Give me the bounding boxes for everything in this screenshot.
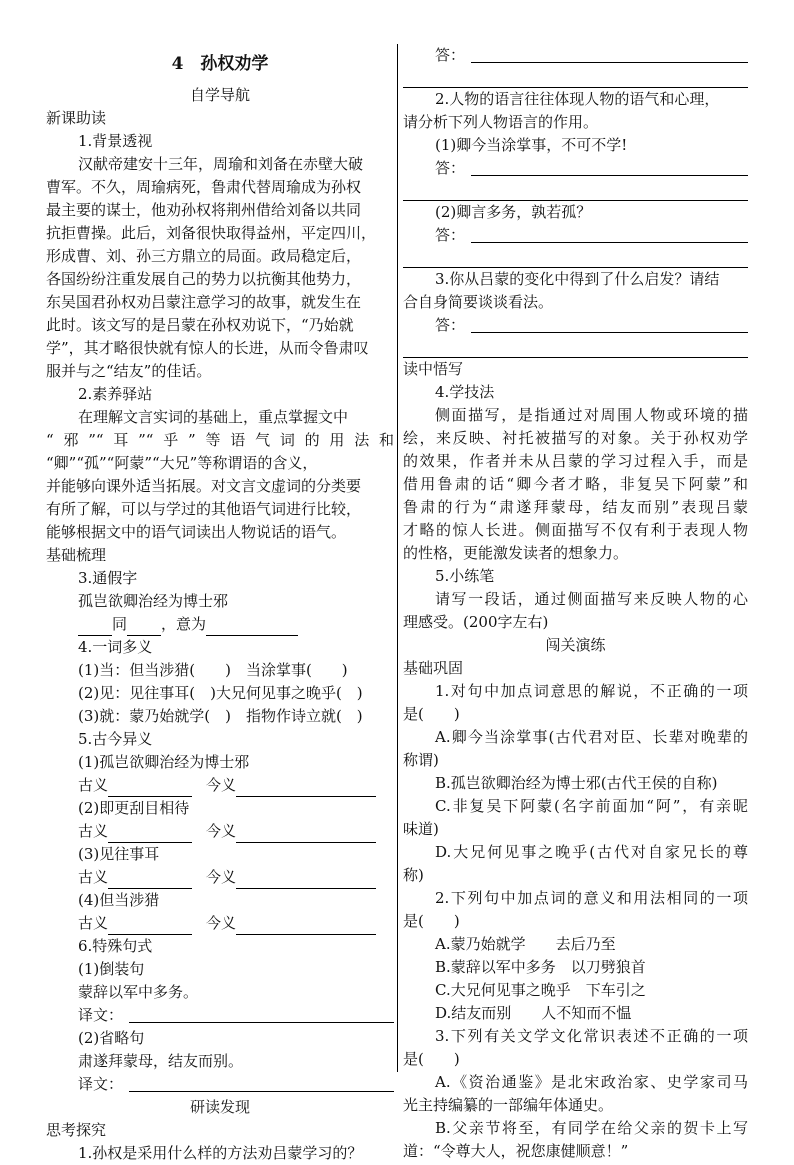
- exercise-2-option[interactable]: C.大兄何见事之晚乎 下车引之: [435, 981, 646, 999]
- answer-blank[interactable]: [129, 1006, 394, 1023]
- heading-skill: 4.学技法: [435, 383, 495, 401]
- lit-line: 在理解文言实词的基础上，重点掌握文中: [78, 408, 349, 426]
- answer-blank[interactable]: [127, 619, 161, 636]
- answer-blank[interactable]: [236, 780, 376, 797]
- exercise-2: 2.下列句中加点词的意义和用法相同的一项: [435, 889, 748, 907]
- question-2: 请分析下列人物语言的作用。: [403, 113, 599, 131]
- exercise-2-option[interactable]: D.结友而别 人不知而不愠: [435, 1004, 632, 1022]
- skill-line: 的性格，更能激发读者的想象力。: [403, 544, 629, 562]
- polysemy-item: (1)当：但当涉猎( ) 当涂掌事( ): [78, 661, 348, 679]
- special-inversion-sentence: 蒙辞以军中多务。: [78, 983, 199, 1001]
- bg-line: 曹军。不久，周瑜病死，鲁肃代替周瑜成为孙权: [46, 178, 362, 196]
- lit-line: 能够根据文中的语气词读出人物说话的语气。: [46, 523, 347, 541]
- bg-line: 抗拒曹操。此后，刘备很快取得益州，平定四川，: [46, 224, 377, 242]
- exercise-3-option: 光主持编纂的一部编年体通史。: [403, 1096, 614, 1114]
- exercise-3-option[interactable]: A.《资治通鉴》是北宋政治家、史学家司马: [435, 1073, 748, 1091]
- exercise-1-option[interactable]: B.孤岂欲卿治经为博士邪(古代王侯的自称): [435, 774, 718, 792]
- answer-blank[interactable]: [471, 316, 748, 333]
- gujin-question: (1)孤岂欲卿治经为博士邪: [78, 753, 250, 771]
- exercise-2: 是( ): [403, 912, 460, 930]
- polysemy-item: (3)就：蒙乃始就学( ) 指物作诗立就( ): [78, 707, 363, 725]
- answer-blank[interactable]: [129, 1075, 394, 1092]
- question-3: 3.你从吕蒙的变化中得到了什么启发？请结: [435, 270, 720, 288]
- tongjiazi-sentence: 孤岂欲卿治经为博士邪: [78, 592, 229, 610]
- bg-line: 形成曹、刘、孙三方鼎立的局面。政局稳定后，: [46, 247, 362, 265]
- lit-line: “邪”“耳”“乎”等语气词的用法和: [46, 431, 394, 449]
- heading-polysemy: 4.一词多义: [78, 638, 153, 656]
- bg-line: 汉献帝建安十三年，周瑜和刘备在赤壁大破: [78, 155, 364, 173]
- answer-line: 答：: [403, 157, 748, 180]
- gujin-question: (3)见往事耳: [78, 845, 160, 863]
- gujin-answer: 古义 今义: [46, 820, 394, 843]
- lit-line: 并能够向课外适当拓展。对文言文虚词的分类要: [46, 477, 362, 495]
- lesson-title: 4 孙权劝学: [171, 54, 269, 74]
- answer-blank[interactable]: [108, 780, 192, 797]
- section-basic: 基础梳理: [46, 546, 107, 564]
- answer-blank[interactable]: [471, 226, 748, 243]
- skill-line: 侧面描写，是指通过对周围人物或环境的描: [435, 406, 748, 424]
- question-2: 2.人物的语言往往体现人物的语气和心理，: [435, 90, 720, 108]
- exercise-2-option[interactable]: A.蒙乃始就学 去后乃至: [435, 935, 616, 953]
- skill-line: 的效果，作者并未从吕蒙的学习过程入手，而是: [403, 452, 748, 470]
- answer-blank[interactable]: [108, 826, 192, 843]
- question-1: 1.孙权是采用什么样的方法劝吕蒙学习的？: [78, 1144, 363, 1162]
- answer-blank[interactable]: [206, 619, 298, 636]
- exercise-1-option[interactable]: A.卿今当涂掌事(古代君对臣、长辈对晚辈的: [435, 728, 748, 746]
- bg-line: 服并与之“结友”的佳话。: [46, 362, 212, 380]
- answer-blank[interactable]: [236, 918, 376, 935]
- answer-blank[interactable]: [236, 826, 376, 843]
- bg-line: 东吴国君孙权劝吕蒙注意学习的故事，就发生在: [46, 293, 362, 311]
- polysemy-item: (2)见：见往事耳( )大兄何见事之晚乎( ): [78, 684, 363, 702]
- exercise-1-option: 称谓): [403, 751, 439, 769]
- heading-background: 1.背景透视: [78, 132, 153, 150]
- translation-answer: 译文：: [46, 1073, 394, 1096]
- exercise-1-option[interactable]: D.大兄何见事之晚乎(古代对自家兄长的尊: [435, 843, 748, 861]
- bg-line: 各国纷纷注重发展自己的势力以抗衡其他势力，: [46, 270, 362, 288]
- answer-rule[interactable]: [403, 247, 748, 268]
- left-column: [46, 44, 394, 1165]
- heading-gujin: 5.古今异义: [78, 730, 153, 748]
- section-read-write: 读中悟写: [403, 360, 464, 378]
- heading-practice: 5.小练笔: [435, 567, 495, 585]
- bg-line: 学”，其才略很快就有惊人的长进，从而令鲁肃叹: [46, 339, 369, 357]
- gujin-answer: 古义 今义: [46, 912, 394, 935]
- exercise-2-option[interactable]: B.蒙辞以军中多务 以刀劈狼首: [435, 958, 646, 976]
- exercise-1: 1.对句中加点词意思的解说，不正确的一项: [435, 682, 748, 700]
- answer-blank[interactable]: [108, 918, 192, 935]
- answer-rule[interactable]: [403, 180, 748, 201]
- gujin-answer: 古义 今义: [46, 866, 394, 889]
- practice-line: 请写一段话，通过侧面描写来反映人物的心: [435, 590, 748, 608]
- practice-line: 理感受。(200字左右): [403, 613, 549, 631]
- answer-rule[interactable]: [403, 67, 748, 88]
- column-divider: [397, 44, 398, 1072]
- bg-line: 最主要的谋士，他劝孙权将荆州借给刘备以共同: [46, 201, 362, 219]
- answer-blank[interactable]: [236, 872, 376, 889]
- right-column: [403, 44, 748, 1163]
- skill-line: 才略的惊人长进。侧面描写不仅有利于表现人物: [403, 521, 748, 539]
- heading-literacy: 2.素养驿站: [78, 385, 153, 403]
- exercise-1: 是( ): [403, 705, 460, 723]
- question-2b: (2)卿言多务，孰若孤？: [435, 203, 592, 221]
- translation-answer: 译文：: [46, 1004, 394, 1027]
- special-ellipsis-sentence: 肃遂拜蒙母，结友而别。: [78, 1052, 244, 1070]
- exercise-3-option[interactable]: B.父亲节将至，有同学在给父亲的贺卡上写: [435, 1119, 748, 1137]
- skill-line: 借用鲁肃的话“卿今者才略，非复吴下阿蒙”和: [403, 475, 748, 493]
- exercise-3: 是( ): [403, 1050, 460, 1068]
- tongjiazi-answer: 同 ，意为: [46, 613, 394, 636]
- special-inversion: (1)倒装句: [78, 960, 145, 978]
- answer-line: 答：: [403, 314, 748, 337]
- section-drill: 闯关演练: [545, 636, 606, 654]
- exercise-3-option: 道：“令尊大人，祝您康健顺意！”: [403, 1142, 629, 1160]
- gujin-answer: 古义 今义: [46, 774, 394, 797]
- answer-blank[interactable]: [471, 46, 748, 63]
- answer-line: 答：: [403, 44, 748, 67]
- bg-line: 此时。该文写的是吕蒙在孙权劝说下，“乃始就: [46, 316, 354, 334]
- answer-blank[interactable]: [108, 872, 192, 889]
- answer-blank[interactable]: [471, 159, 748, 176]
- heading-special: 6.特殊句式: [78, 937, 153, 955]
- answer-blank[interactable]: [78, 619, 112, 636]
- gujin-question: (2)即更刮目相待: [78, 799, 190, 817]
- exercise-3: 3.下列有关文学文化常识表述不正确的一项: [435, 1027, 748, 1045]
- section-consolidate: 基础巩固: [403, 659, 464, 677]
- special-ellipsis: (2)省略句: [78, 1029, 145, 1047]
- exercise-1-option[interactable]: C.非复吴下阿蒙(名字前面加“阿”，有亲昵: [435, 797, 748, 815]
- skill-line: 鲁肃的行为“肃遂拜蒙母，结友而别”表现吕蒙: [403, 498, 748, 516]
- lit-line: “卿”“孤”“阿蒙”“大兄”等称谓语的含义，: [46, 454, 318, 472]
- exercise-1-option: 称): [403, 866, 424, 884]
- question-3: 合自身简要谈谈看法。: [403, 293, 554, 311]
- exercise-1-option: 味道): [403, 820, 439, 838]
- answer-line: 答：: [403, 224, 748, 247]
- gujin-question: (4)但当涉猎: [78, 891, 160, 909]
- section-study: 研读发现: [189, 1098, 250, 1116]
- section-guide: 自学导航: [189, 86, 250, 104]
- question-2a: (1)卿今当涂掌事，不可不学!: [435, 136, 628, 154]
- heading-tongjiazi: 3.通假字: [78, 569, 138, 587]
- section-new: 新课助读: [46, 109, 107, 127]
- answer-rule[interactable]: [403, 337, 748, 358]
- skill-line: 绘，来反映、衬托被描写的对象。关于孙权劝学: [403, 429, 748, 447]
- section-think: 思考探究: [46, 1121, 107, 1139]
- lit-line: 有所了解，可以与学过的其他语气词进行比较，: [46, 500, 362, 518]
